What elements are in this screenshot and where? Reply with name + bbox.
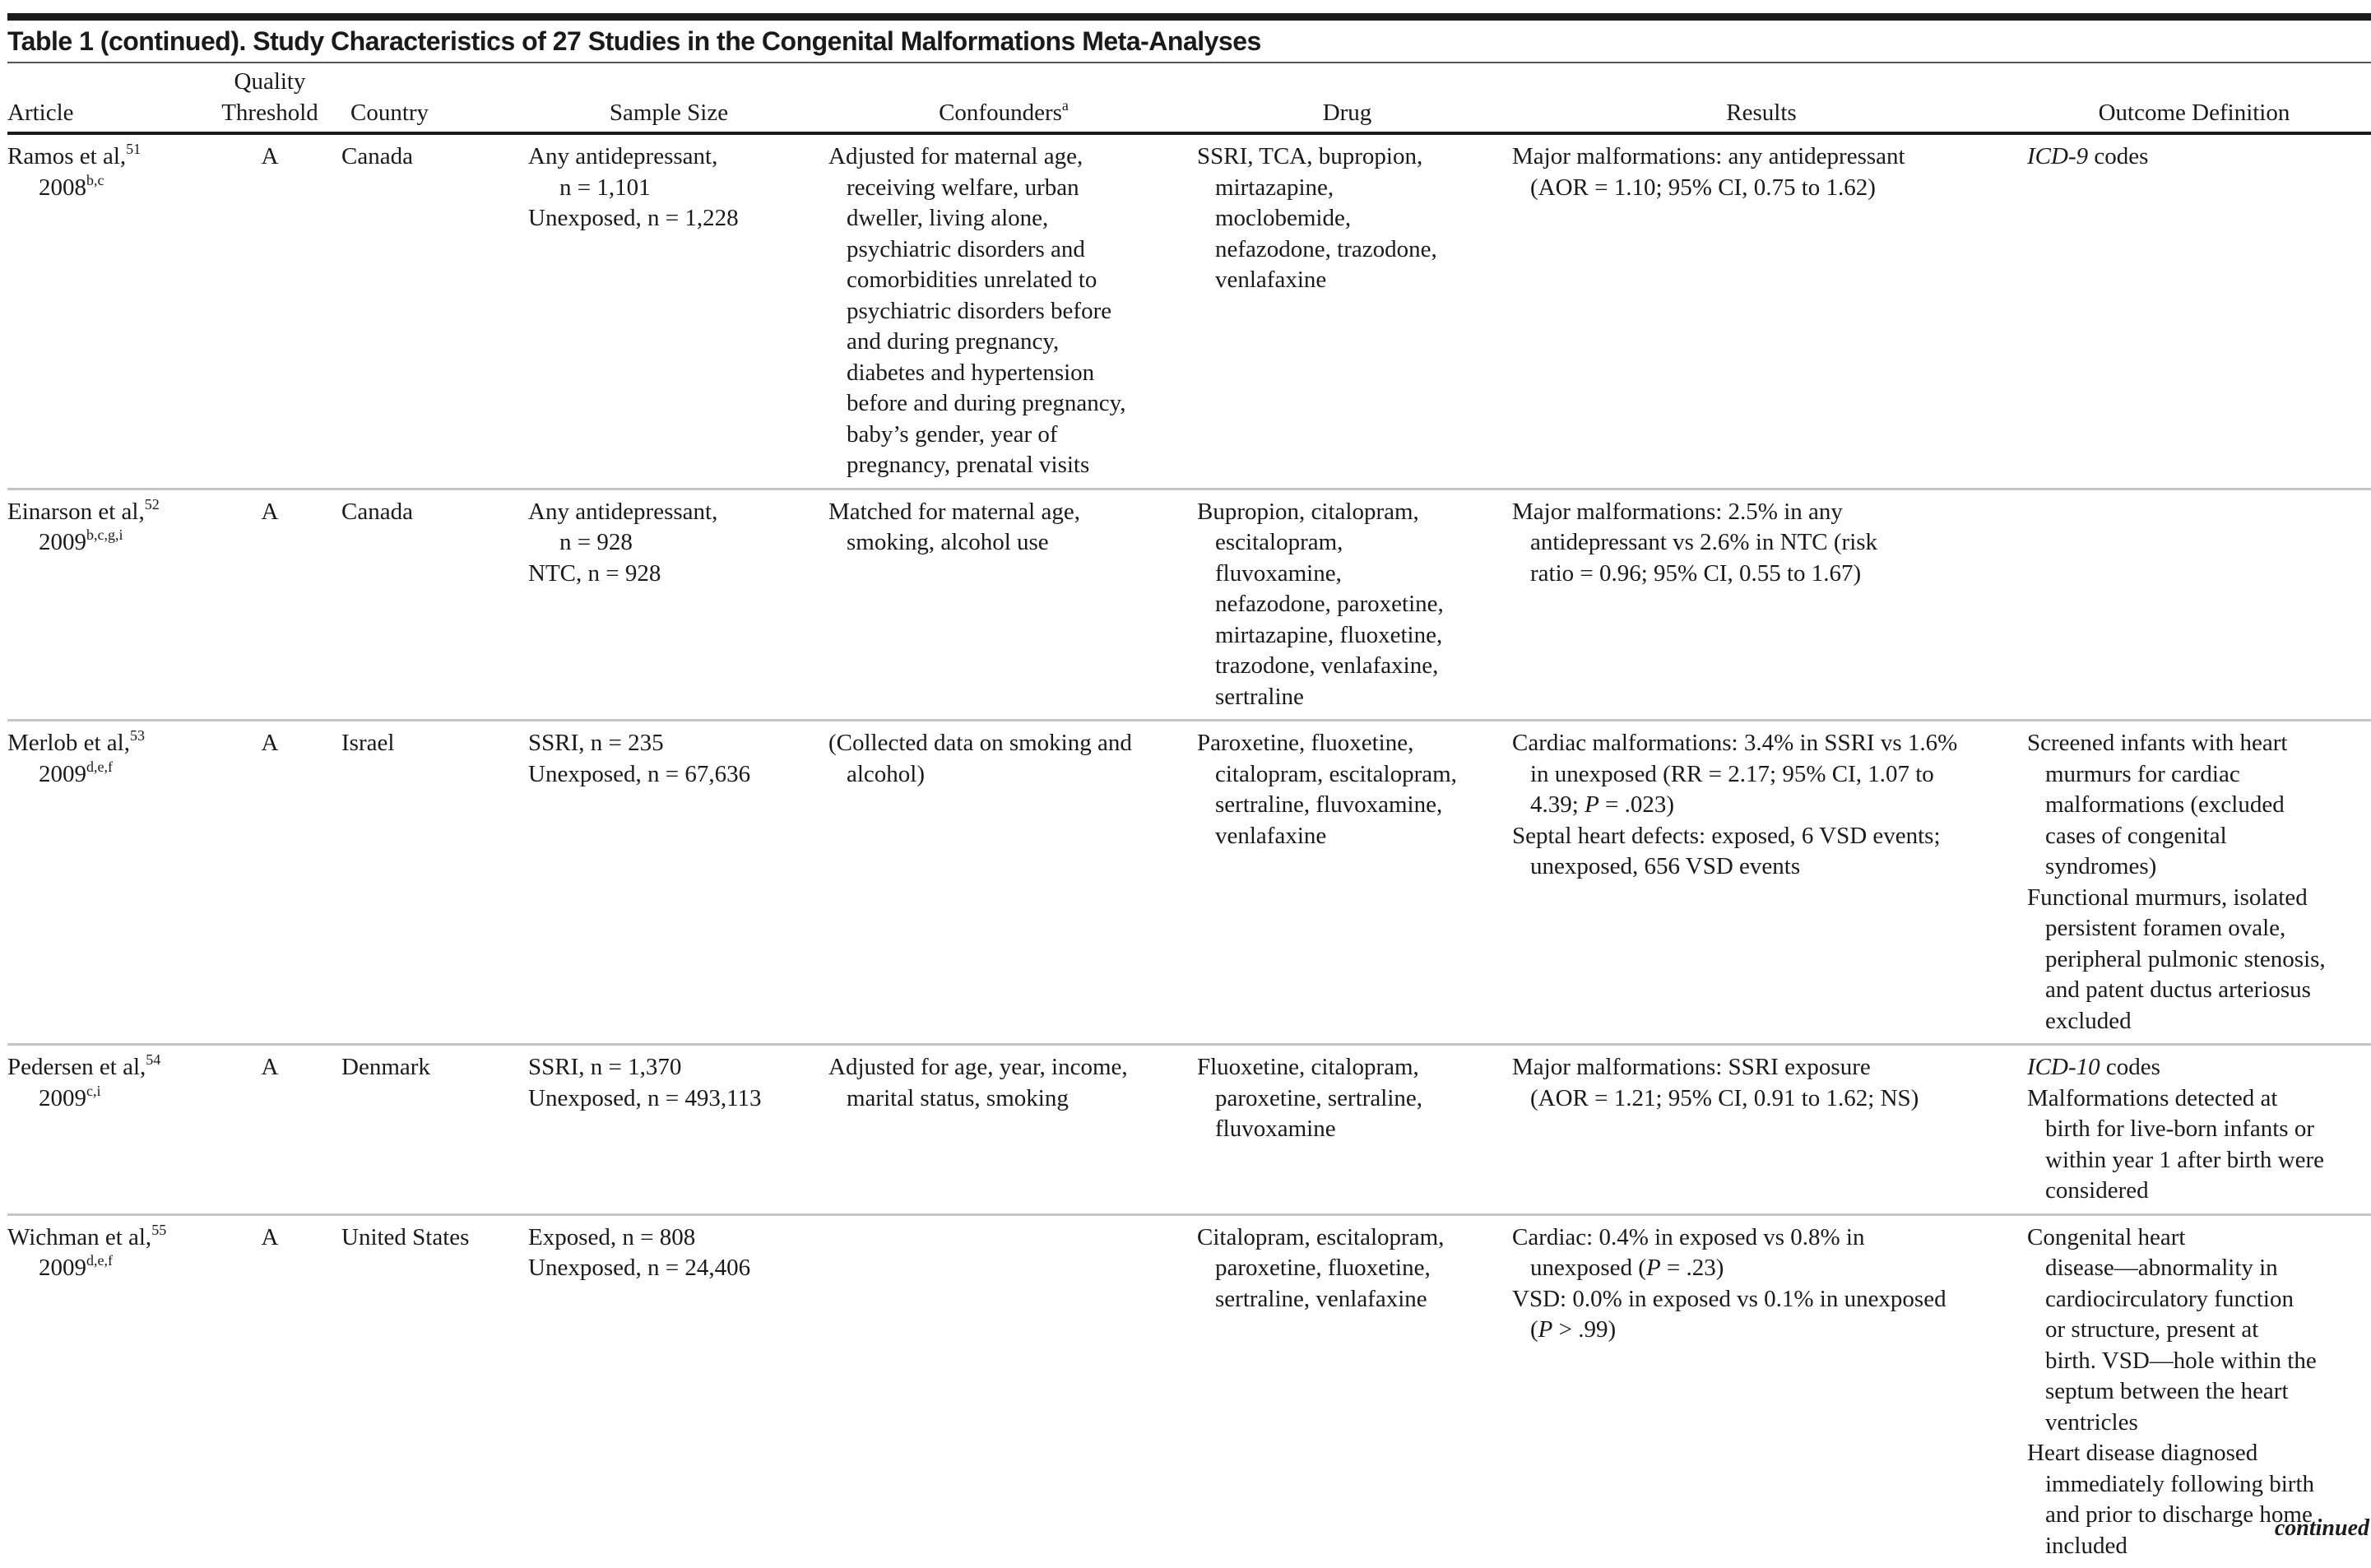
article-year: [7, 527, 220, 559]
results-cell-line: Cardiac malformations: 3.4% in SSRI vs 1.6%: [1512, 730, 1958, 756]
outcome-definition-cell-line: and patent ductus arteriosus: [2045, 977, 2311, 1003]
table-row: [7, 489, 2371, 721]
outcome-definition-cell-line: Congenital heart: [2027, 1223, 2186, 1250]
table-row: [7, 133, 2371, 489]
outcome-definition-cell-line: and prior to discharge home: [2045, 1501, 2313, 1528]
quality-threshold-cell: A: [220, 721, 319, 1045]
outcome-definition-cell: [2017, 1045, 2371, 1215]
article-author: [7, 1222, 220, 1254]
header-confounders-footnote: a: [1061, 96, 1069, 114]
year: 2009: [39, 1084, 86, 1111]
results-cell-paragraph: [1512, 1284, 2017, 1346]
sample-size-cell: [519, 1045, 819, 1215]
header-results: Results: [1506, 63, 2017, 133]
italic-text: P: [1645, 1255, 1661, 1281]
drug-cell-paragraph: [1197, 497, 1506, 713]
sample-size-cell-paragraph: [528, 497, 819, 559]
author-name: Wichman et al,: [7, 1223, 152, 1250]
drug-cell-line: Citalopram, escitalopram,: [1197, 1223, 1445, 1250]
results-cell-line: Major malformations: any antidepressant: [1512, 143, 1905, 169]
reference-number: 55: [151, 1221, 167, 1238]
year: 2009: [39, 529, 86, 555]
italic-text: P: [1585, 791, 1599, 818]
outcome-definition-cell-line: persistent foramen ovale,: [2045, 915, 2286, 941]
results-cell-line: 4.39; P = .023): [1530, 791, 1675, 818]
footnote-letters: d,e,f: [86, 758, 113, 775]
article-year: [7, 1083, 220, 1115]
sample-size-cell-line: n = 928: [559, 529, 633, 555]
confounders-cell-line: (Collected data on smoking and: [828, 730, 1132, 756]
results-cell-line: unexposed, 656 VSD events: [1530, 853, 1801, 879]
header-quality-line2: Threshold: [221, 99, 318, 126]
results-cell: [1506, 489, 2017, 721]
outcome-definition-cell-line: cases of congenital: [2045, 822, 2227, 849]
confounders-cell-line: dweller, living alone,: [847, 205, 1049, 231]
continued-label: continued: [2274, 1515, 2369, 1541]
article-author: [7, 1052, 220, 1083]
outcome-definition-cell-paragraph: [2027, 883, 2371, 1037]
drug-cell-line: nefazodone, paroxetine,: [1215, 591, 1444, 617]
sample-size-cell-paragraph: [528, 1222, 819, 1254]
table-row: [7, 721, 2371, 1045]
article-author: [7, 728, 220, 759]
author-name: Merlob et al,: [7, 730, 130, 756]
confounders-cell-line: and during pregnancy,: [847, 328, 1060, 355]
header-sample-size: Sample Size: [519, 63, 819, 133]
sample-size-cell-line: Any antidepressant,: [528, 498, 718, 525]
drug-cell-line: trazodone, venlafaxine,: [1215, 652, 1439, 679]
outcome-definition-cell-line: murmurs for cardiac: [2045, 760, 2240, 787]
drug-cell-line: moclobemide,: [1215, 205, 1352, 231]
table-title: Table 1 (continued). Study Characteristics of 27 Studies in the Congenital Malformations Meta-Analyses: [7, 26, 1261, 56]
footnote-letters: b,c,g,i: [86, 527, 123, 543]
results-cell-line: Major malformations: SSRI exposure: [1512, 1054, 1871, 1080]
outcome-definition-cell-line: Malformations detected at: [2027, 1084, 2278, 1111]
drug-cell-line: sertraline, venlafaxine: [1215, 1285, 1427, 1312]
results-cell-line: antidepressant vs 2.6% in NTC (risk: [1530, 529, 1878, 555]
outcome-definition-cell-line: Heart disease diagnosed: [2027, 1440, 2258, 1466]
sample-size-cell-paragraph: [528, 141, 819, 203]
drug-cell-paragraph: [1197, 728, 1506, 851]
country-cell: Denmark: [319, 1045, 519, 1215]
confounders-cell: [819, 721, 1189, 1045]
reference-number: 53: [129, 727, 145, 744]
quality-threshold-cell: A: [220, 489, 319, 721]
outcome-definition-cell: [2017, 721, 2371, 1045]
table-row: [7, 1214, 2371, 1568]
results-cell-line: in unexposed (RR = 2.17; 95% CI, 1.07 to: [1530, 760, 1934, 787]
italic-text: ICD-9: [2027, 143, 2089, 169]
outcome-definition-cell-line: Functional murmurs, isolated: [2027, 884, 2308, 911]
drug-cell: [1189, 133, 1506, 489]
confounders-cell-line: smoking, alcohol use: [847, 529, 1049, 555]
drug-cell: [1189, 1045, 1506, 1215]
confounders-cell: [819, 133, 1189, 489]
article-cell: [7, 1045, 220, 1215]
results-cell-line: (AOR = 1.21; 95% CI, 0.91 to 1.62; NS): [1530, 1084, 1919, 1111]
sample-size-cell-line: Unexposed, n = 67,636: [528, 760, 751, 787]
outcome-definition-cell-line: excluded: [2045, 1007, 2132, 1034]
sample-size-cell-line: SSRI, n = 235: [528, 730, 664, 756]
confounders-cell-paragraph: [828, 497, 1189, 559]
header-quality-line1: Quality: [234, 68, 306, 95]
confounders-cell-paragraph: [828, 728, 1189, 790]
study-characteristics-table: [7, 63, 2371, 1568]
outcome-definition-cell-line: ICD-10 codes: [2027, 1054, 2160, 1080]
outcome-definition-cell-line: malformations (excluded: [2045, 791, 2285, 818]
drug-cell-line: paroxetine, fluoxetine,: [1215, 1255, 1431, 1281]
footnote-letters: d,e,f: [86, 1252, 113, 1269]
outcome-definition-cell-paragraph: [2027, 1083, 2371, 1207]
sample-size-cell: [519, 489, 819, 721]
drug-cell-paragraph: [1197, 1052, 1506, 1145]
outcome-definition-cell-line: syndromes): [2045, 853, 2157, 879]
drug-cell: [1189, 721, 1506, 1045]
table-body: [7, 133, 2371, 1568]
results-cell-paragraph: [1512, 728, 2017, 821]
results-cell-paragraph: [1512, 141, 2017, 203]
outcome-definition-cell-paragraph: [2027, 1052, 2371, 1083]
drug-cell-line: fluvoxamine: [1215, 1116, 1336, 1142]
table-row: [7, 1045, 2371, 1215]
confounders-cell-line: receiving welfare, urban: [847, 174, 1079, 201]
article-cell: [7, 133, 220, 489]
results-cell-line: ratio = 0.96; 95% CI, 0.55 to 1.67): [1530, 559, 1862, 587]
italic-text: ICD-10: [2027, 1054, 2100, 1080]
outcome-definition-cell-line: septum between the heart: [2045, 1378, 2289, 1404]
confounders-cell-line: diabetes and hypertension: [847, 359, 1095, 386]
drug-cell-paragraph: [1197, 1222, 1506, 1315]
outcome-definition-cell-line: or structure, present at: [2045, 1316, 2259, 1343]
author-name: Einarson et al,: [7, 498, 145, 525]
outcome-definition-cell-line: peripheral pulmonic stenosis,: [2045, 945, 2326, 972]
article-cell: [7, 1214, 220, 1568]
country-cell: United States: [319, 1214, 519, 1568]
country-cell: Israel: [319, 721, 519, 1045]
sample-size-cell-line: Unexposed, n = 493,113: [528, 1084, 762, 1111]
outcome-definition-cell: [2017, 133, 2371, 489]
sample-size-cell-line: n = 1,101: [559, 174, 651, 201]
confounders-cell-line: Adjusted for age, year, income,: [828, 1054, 1128, 1080]
sample-size-cell-line: SSRI, n = 1,370: [528, 1054, 682, 1080]
outcome-definition-cell-line: ventricles: [2045, 1408, 2138, 1436]
header-confounders: [819, 63, 1189, 133]
reference-number: 52: [144, 495, 160, 513]
confounders-cell: [819, 1214, 1189, 1568]
results-cell-line: Major malformations: 2.5% in any: [1512, 498, 1843, 525]
drug-cell-line: sertraline, fluvoxamine,: [1215, 791, 1443, 818]
sample-size-cell-line: NTC, n = 928: [528, 559, 661, 587]
outcome-definition-cell-paragraph: [2027, 1438, 2371, 1561]
country-cell: Canada: [341, 143, 413, 169]
outcome-definition-cell-line: birth. VSD—hole within the: [2045, 1347, 2317, 1374]
author-name: Pedersen et al,: [7, 1054, 146, 1080]
confounders-cell-line: psychiatric disorders and: [847, 235, 1085, 262]
results-cell-line: (P > .99): [1530, 1316, 1617, 1343]
drug-cell-paragraph: [1197, 141, 1506, 296]
outcome-definition-cell-line: cardiocirculatory function: [2045, 1285, 2294, 1312]
results-cell: [1506, 1045, 2017, 1215]
results-cell-paragraph: [1512, 1222, 2017, 1284]
results-cell: [1506, 721, 2017, 1045]
confounders-cell-paragraph: [828, 141, 1189, 481]
results-cell-line: unexposed (P = .23): [1530, 1255, 1724, 1281]
article-author: [7, 141, 220, 173]
results-cell: [1506, 133, 2017, 489]
article-year: [7, 759, 220, 791]
year: 2008: [39, 174, 86, 201]
header-quality-threshold: [220, 63, 319, 133]
confounders-cell-line: Adjusted for maternal age,: [828, 143, 1083, 169]
confounders-cell-line: Matched for maternal age,: [828, 498, 1080, 525]
outcome-definition-cell-line: ICD-9 codes: [2027, 143, 2149, 169]
drug-cell-line: nefazodone, trazodone,: [1215, 235, 1437, 262]
footnote-letters: b,c: [86, 171, 104, 188]
footnote-letters: c,i: [86, 1082, 101, 1099]
author-name: Ramos et al,: [7, 143, 127, 169]
drug-cell-line: Fluoxetine, citalopram,: [1197, 1054, 1419, 1080]
sample-size-cell-paragraph: [528, 759, 819, 791]
year: 2009: [39, 760, 86, 787]
results-cell-paragraph: [1512, 821, 2017, 883]
header-country-label: Country: [350, 99, 429, 126]
sample-size-cell: [519, 721, 819, 1045]
outcome-definition-cell-line: birth for live-born infants or: [2045, 1116, 2314, 1142]
quality-threshold-cell: A: [220, 1214, 319, 1568]
confounders-cell-line: marital status, smoking: [847, 1084, 1069, 1111]
confounders-cell-line: psychiatric disorders before: [847, 297, 1112, 324]
drug-cell-line: Bupropion, citalopram,: [1197, 498, 1419, 525]
confounders-cell-line: alcohol): [847, 760, 926, 787]
sample-size-cell-line: Unexposed, n = 24,406: [528, 1255, 751, 1281]
quality-threshold-cell: A: [261, 143, 279, 169]
header-article: Article: [7, 63, 220, 133]
drug-cell-line: venlafaxine: [1215, 822, 1327, 849]
confounders-cell: [819, 1045, 1189, 1215]
confounders-cell-paragraph: [828, 1052, 1189, 1114]
article-year: [7, 1253, 220, 1284]
sample-size-cell-paragraph: [528, 728, 819, 759]
results-cell-line: VSD: 0.0% in exposed vs 0.1% in unexposed: [1512, 1285, 1946, 1312]
outcome-definition-cell-line: considered: [2045, 1177, 2149, 1204]
header-confounders-label: Confounders: [939, 99, 1062, 126]
sample-size-cell: [519, 1214, 819, 1568]
results-cell: [1506, 1214, 2017, 1568]
sample-size-cell-line: Any antidepressant,: [528, 143, 718, 169]
drug-cell-line: citalopram, escitalopram,: [1215, 760, 1457, 787]
drug-cell-line: SSRI, TCA, bupropion,: [1197, 143, 1423, 169]
drug-cell-line: mirtazapine,: [1215, 174, 1334, 201]
year: 2009: [39, 1255, 86, 1281]
sample-size-cell: [519, 133, 819, 489]
confounders-cell-line: baby’s gender, year of: [847, 420, 1058, 448]
drug-cell-line: paroxetine, sertraline,: [1215, 1084, 1423, 1111]
outcome-definition-cell-paragraph: [2027, 1222, 2371, 1439]
sample-size-cell-paragraph: [528, 1253, 819, 1284]
reference-number: 54: [146, 1051, 161, 1068]
sample-size-cell-paragraph: [528, 1083, 819, 1115]
header-country: [319, 63, 519, 133]
quality-threshold-cell: A: [220, 1045, 319, 1215]
outcome-definition-cell-line: Screened infants with heart: [2027, 730, 2288, 756]
drug-cell-line: Paroxetine, fluoxetine,: [1197, 730, 1414, 756]
header-outcome-definition: Outcome Definition: [2017, 63, 2371, 133]
outcome-definition-cell: [2017, 489, 2371, 721]
confounders-cell-line: before and during pregnancy,: [847, 390, 1126, 416]
article-cell: [7, 489, 220, 721]
drug-cell-line: sertraline: [1215, 683, 1304, 710]
outcome-definition-cell-paragraph: [2027, 728, 2371, 883]
results-cell-line: (AOR = 1.10; 95% CI, 0.75 to 1.62): [1530, 174, 1876, 201]
drug-cell-line: mirtazapine, fluoxetine,: [1215, 621, 1443, 648]
drug-cell: [1189, 1214, 1506, 1568]
sample-size-cell-paragraph: [528, 559, 819, 590]
article-year: [7, 173, 220, 204]
article-cell: [7, 721, 220, 1045]
drug-cell-line: venlafaxine: [1215, 267, 1327, 293]
sample-size-cell-paragraph: [528, 1052, 819, 1083]
drug-cell: [1189, 489, 1506, 721]
results-cell-line: Septal heart defects: exposed, 6 VSD events;: [1512, 822, 1941, 849]
outcome-definition-cell-line: included: [2045, 1532, 2127, 1559]
reference-number: 51: [126, 141, 142, 157]
sample-size-cell-line: Unexposed, n = 1,228: [528, 205, 739, 231]
country-cell: Canada: [319, 489, 519, 721]
confounders-cell-line: pregnancy, prenatal visits: [847, 452, 1090, 478]
results-cell-line: Cardiac: 0.4% in exposed vs 0.8% in: [1512, 1223, 1865, 1250]
header-row: [7, 63, 2371, 133]
outcome-definition-cell-line: immediately following birth: [2045, 1470, 2315, 1497]
outcome-definition-cell-line: within year 1 after birth were: [2045, 1146, 2324, 1173]
results-cell-paragraph: [1512, 1052, 2017, 1114]
sample-size-cell-line: Exposed, n = 808: [528, 1223, 696, 1250]
top-rule: [7, 13, 2371, 21]
confounders-cell-line: comorbidities unrelated to: [847, 267, 1097, 293]
outcome-definition-cell-paragraph: [2027, 141, 2371, 173]
italic-text: P: [1538, 1316, 1553, 1343]
sample-size-cell-paragraph: [528, 203, 819, 234]
article-author: [7, 497, 220, 528]
drug-cell-line: fluvoxamine,: [1215, 559, 1342, 587]
confounders-cell: [819, 489, 1189, 721]
drug-cell-line: escitalopram,: [1215, 529, 1343, 555]
results-cell-paragraph: [1512, 497, 2017, 590]
header-drug: Drug: [1189, 63, 1506, 133]
outcome-definition-cell-line: disease—abnormality in: [2045, 1255, 2278, 1281]
